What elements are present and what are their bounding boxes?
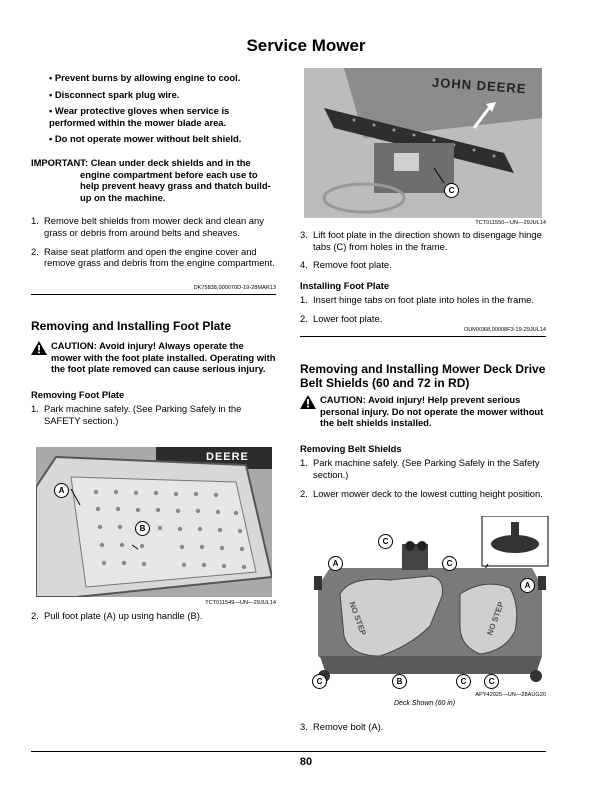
section-title: Removing and Installing Foot Plate (31, 319, 232, 333)
step-text: Raise seat platform and open the engine cover and remove grass and debris from the engine compartment. (44, 245, 275, 269)
page-title: Service Mower (246, 36, 366, 55)
list-item (300, 457, 548, 480)
important-notice: IMPORTANT: Clean under deck shields and in the engine compartment before each use to help prevent heavy grass and thatch build-up on the machine. (31, 156, 271, 203)
foot-plate-lift-photo (304, 68, 542, 218)
deck-label: NO STEP (485, 600, 506, 637)
deck-label: NO STEP (347, 600, 368, 637)
step-text: Park machine safely. (See Parking Safely in the SAFETY section.) (44, 403, 242, 426)
list-item (31, 610, 276, 622)
list-item (300, 488, 548, 500)
step-number: 2. (300, 487, 308, 499)
belt-shield-caution (300, 394, 548, 506)
bullet-item: • Do not operate mower without belt shield. (49, 133, 242, 145)
caution-text: CAUTION: Avoid injury! Help prevent serious personal injury. Do not operate the mower without the belt shields installed. (320, 394, 544, 429)
step-text: Remove belt shields from mower deck and clean any grass or debris from around belts and sheaves. (44, 215, 264, 238)
callout-label: A (328, 556, 343, 571)
callout-label: C (456, 674, 471, 689)
callout-label: A (520, 578, 535, 593)
callout-label: A (54, 483, 69, 498)
caution-text: CAUTION: Avoid injury! Always operate the mower with the foot plate installed. Operating with the foot plate removed can cause serious injury. (51, 340, 276, 375)
bullet-item: • Prevent burns by allowing engine to cool. (49, 72, 241, 83)
callout-label: B (392, 674, 407, 689)
callout-label: C (442, 556, 457, 571)
step-number: 1. (300, 294, 308, 306)
step-number: 2. (31, 245, 39, 257)
left-final-steps (31, 610, 276, 629)
step-text: Lower mower deck to the lowest cutting height position. (313, 487, 543, 499)
divider (31, 294, 276, 295)
brand-text: DEERE (206, 451, 249, 463)
bullet-item: • Wear protective gloves when service is performed within the mower blade area. (49, 105, 230, 128)
step-number: 1. (31, 403, 39, 415)
right-upper-text (300, 229, 548, 332)
step-text: Lift foot plate in the direction shown to disengage hinge tabs (C) from holes in the frame. (313, 229, 542, 252)
step-text: Insert hinge tabs on foot plate into holes in the frame. (313, 294, 534, 306)
warning-icon (300, 395, 316, 409)
step-number: 4. (300, 259, 308, 271)
callout-label: C (378, 534, 393, 549)
page-number: 80 (299, 756, 313, 768)
cleaning-steps (31, 215, 276, 268)
mower-deck-diagram (310, 516, 550, 694)
callout-label: C (444, 183, 459, 198)
footer-divider (31, 751, 546, 752)
mower-deck-illustration (310, 516, 550, 694)
list-item (300, 259, 548, 271)
step-text: Remove bolt (A). (313, 721, 384, 732)
step-number: 1. (31, 215, 39, 227)
foot-plate-illustration (36, 447, 272, 597)
reference-code: DK75838,000070D-19-28MAR13 (193, 285, 276, 291)
step-text: Lower foot plate. (313, 312, 383, 324)
step-number: 2. (300, 312, 308, 324)
step-number: 1. (300, 457, 308, 469)
list-item (31, 215, 276, 238)
subsection-title: Removing Foot Plate (31, 388, 125, 400)
photo-caption: TCT011549—UN—29JUL14 (205, 600, 276, 606)
warning-icon (31, 341, 47, 355)
diagram-caption: APY42025—UN—28AUG20 (475, 692, 546, 698)
foot-plate-caution (31, 340, 276, 434)
bullet-item: • Disconnect spark plug wire. (49, 88, 180, 100)
list-item (300, 313, 548, 325)
right-final-steps (300, 721, 548, 740)
step-text: Park machine safely. (See Parking Safely in the Safety section.) (313, 457, 540, 480)
step-text: Remove foot plate. (313, 259, 392, 271)
list-item (31, 246, 276, 269)
callout-label: B (135, 521, 150, 536)
step-number: 3. (300, 229, 308, 240)
callout-label: C (312, 674, 327, 689)
list-item (31, 403, 276, 426)
divider (300, 336, 546, 337)
left-column (31, 72, 276, 276)
step-text: Pull foot plate (A) up using handle (B). (44, 610, 203, 621)
removal-steps (31, 403, 276, 426)
foot-plate-photo (36, 447, 272, 597)
photo-caption: TCT011550—UN—29JUL14 (475, 220, 546, 226)
list-item (300, 229, 548, 252)
section-title: Removing and Installing Mower Deck Drive Belt Shields (60 and 72 in RD) (300, 362, 546, 390)
reference-code: OUMX068,00008F3-19-29JUL14 (463, 327, 546, 333)
subsection-title: Installing Foot Plate (300, 279, 390, 291)
diagram-subcaption: Deck Shown (60 in) (394, 700, 456, 707)
step-number: 2. (31, 610, 39, 621)
safety-bullets (31, 72, 276, 145)
brand-text: JOHN DEERE (431, 74, 527, 97)
list-item (300, 294, 548, 306)
callout-label: C (484, 674, 499, 689)
list-item (300, 721, 548, 733)
subsection-title: Removing Belt Shields (300, 442, 402, 454)
step-number: 3. (300, 721, 308, 732)
